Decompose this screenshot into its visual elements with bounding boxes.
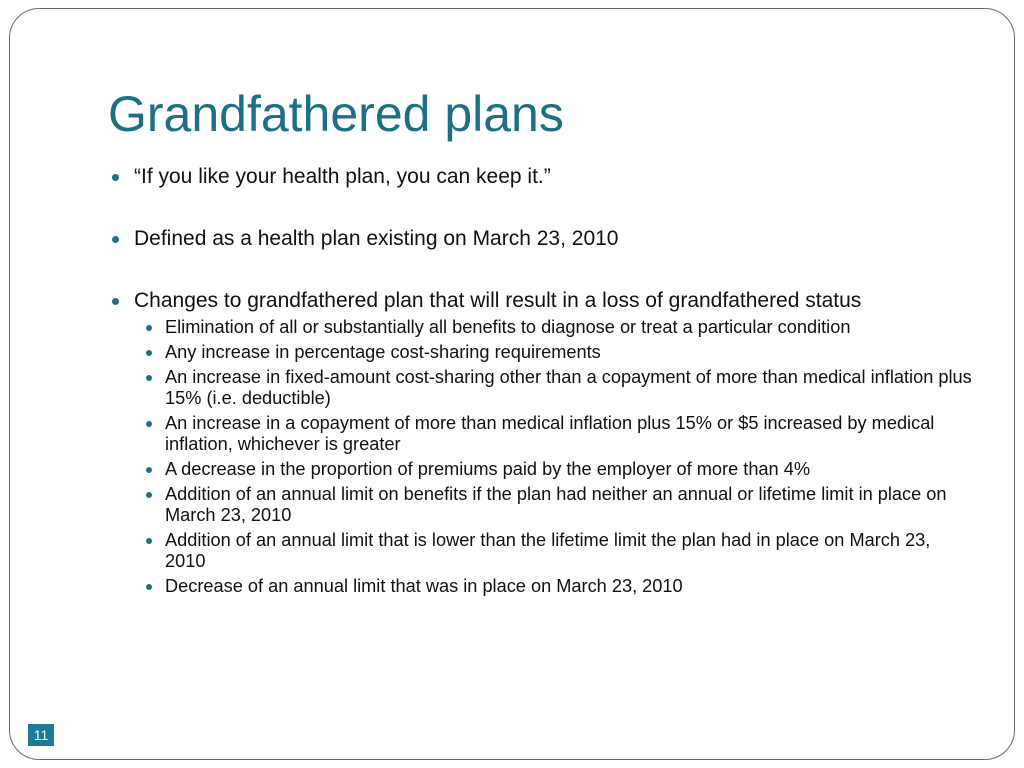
bullet-item [112,227,972,251]
sub-bullet-text: Elimination of all or substantially all benefits to diagnose or treat a particular condition [165,317,851,337]
sub-bullet-dot-icon [146,350,152,356]
bullet-dot-icon [112,298,119,305]
sub-bullet-text: Any increase in percentage cost-sharing requirements [165,342,601,362]
bullet-item [112,289,972,597]
sub-bullet-list [142,317,972,597]
sub-bullet-dot-icon [146,325,152,331]
sub-bullet-item [142,317,972,338]
bullet-item [112,165,972,189]
sub-bullet-item [142,576,972,597]
sub-bullet-text: Decrease of an annual limit that was in place on March 23, 2010 [165,576,683,596]
sub-bullet-item [142,413,972,455]
bullet-list [112,165,972,597]
sub-bullet-dot-icon [146,538,152,544]
sub-bullet-dot-icon [146,584,152,590]
slide-title: Grandfathered plans [108,86,564,142]
sub-bullet-item [142,459,972,480]
sub-bullet-text: Addition of an annual limit on benefits if the plan had neither an annual or lifetime limit in place on March 23, 2010 [165,484,947,525]
sub-bullet-text: An increase in a copayment of more than medical inflation plus 15% or $5 increased by medical inflation, whichever is greater [165,413,935,454]
bullet-text: “If you like your health plan, you can keep it.” [134,165,551,188]
sub-bullet-item [142,530,972,572]
sub-bullet-item [142,367,972,409]
bullet-text: Defined as a health plan existing on March 23, 2010 [134,227,619,250]
sub-bullet-item [142,342,972,363]
sub-bullet-dot-icon [146,375,152,381]
sub-bullet-text: An increase in fixed-amount cost-sharing other than a copayment of more than medical inflation plus 15% (i.e. deductible) [165,367,972,408]
sub-bullet-text: A decrease in the proportion of premiums paid by the employer of more than 4% [165,459,810,479]
sub-bullet-item [142,484,972,526]
slide-content [112,165,972,601]
bullet-dot-icon [112,174,119,181]
bullet-dot-icon [112,236,119,243]
slide-number-badge: 11 [28,724,54,746]
sub-bullet-dot-icon [146,467,152,473]
sub-bullet-dot-icon [146,421,152,427]
sub-bullet-text: Addition of an annual limit that is lower than the lifetime limit the plan had in place on March 23, 2010 [165,530,931,571]
sub-bullet-dot-icon [146,492,152,498]
bullet-text: Changes to grandfathered plan that will result in a loss of grandfathered status [134,289,862,312]
